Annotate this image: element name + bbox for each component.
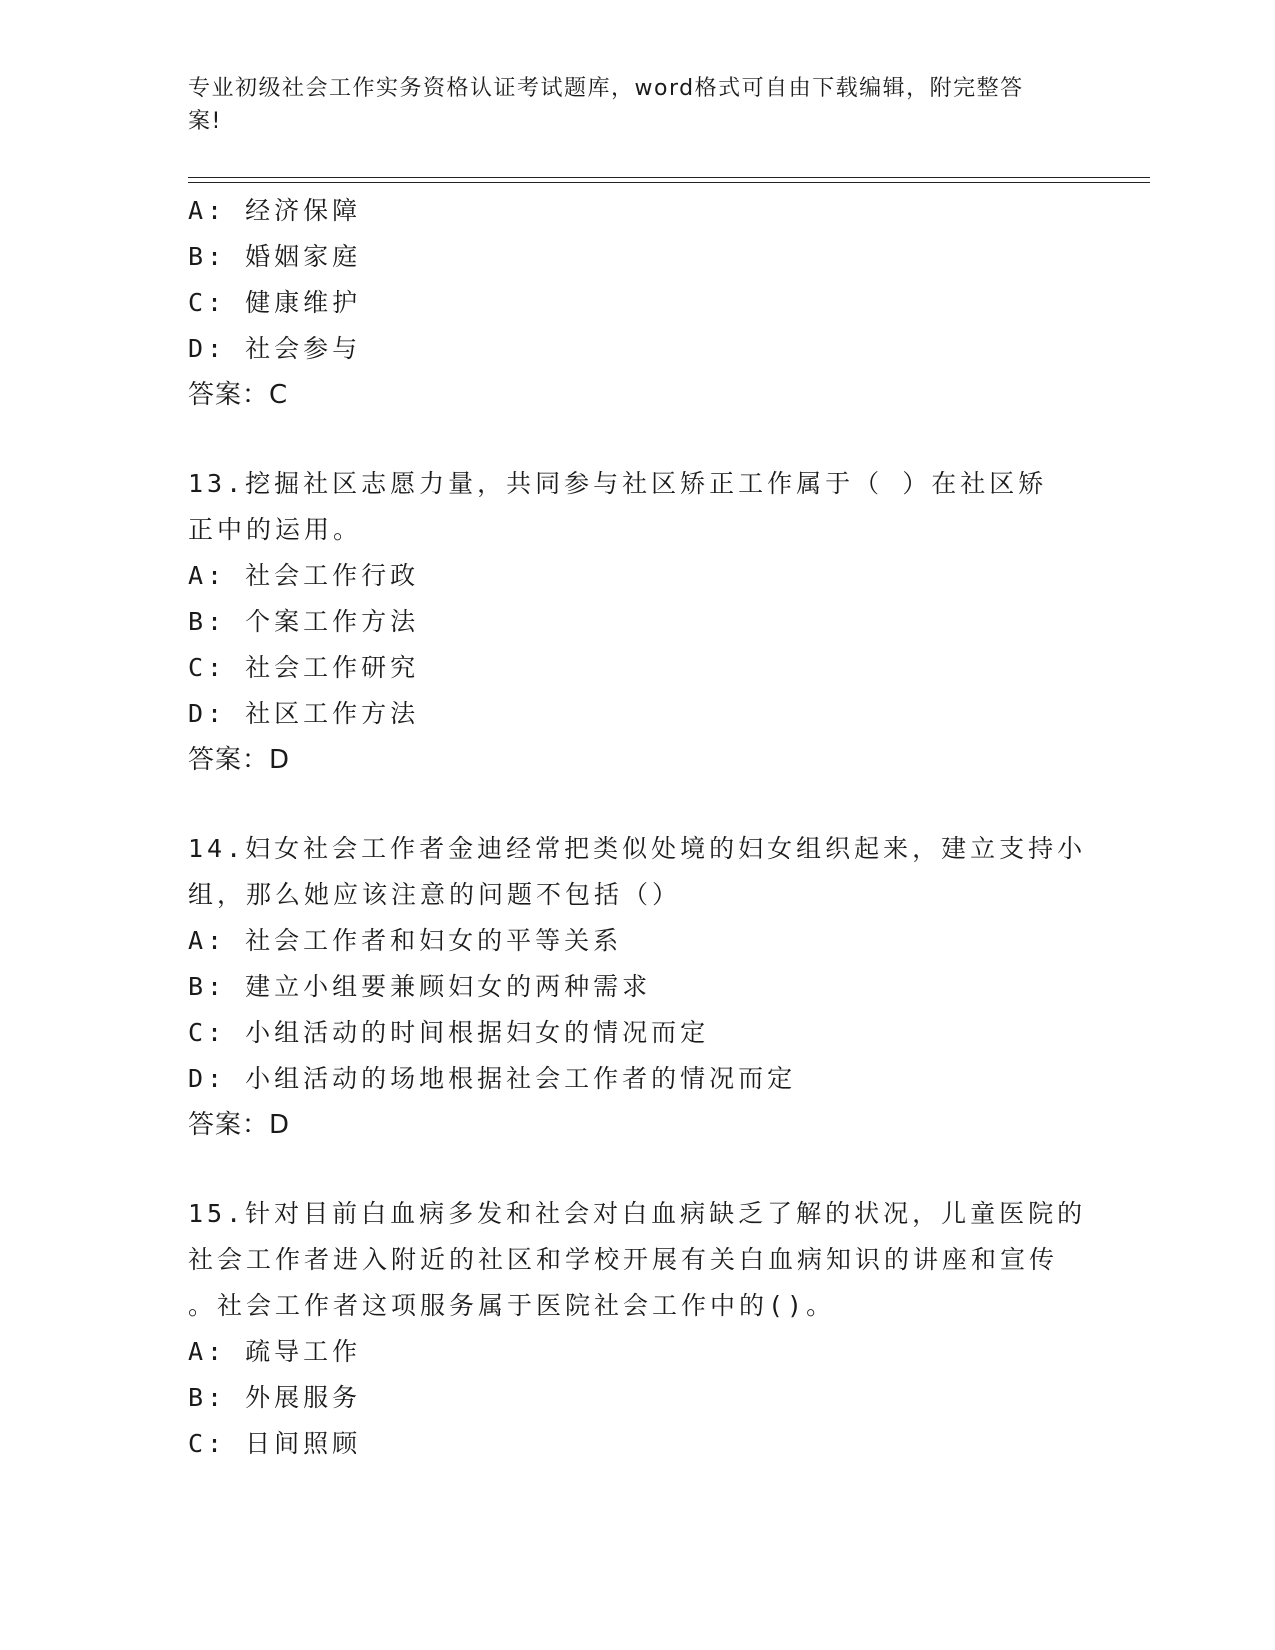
answer-12: 答案：C xyxy=(188,380,289,410)
spacer xyxy=(188,783,1088,826)
option-d: D: 社会参与 xyxy=(188,334,362,363)
question-13-text-line-1: 13.挖掘社区志愿力量，共同参与社区矫正工作属于（ ）在社区矫 xyxy=(188,469,1048,498)
option-b: B: 个案工作方法 xyxy=(188,607,420,636)
answer-13: 答案：D xyxy=(188,745,291,775)
question-14-text-line-2: 组，那么她应该注意的问题不包括（） xyxy=(188,880,682,909)
header-divider-bottom xyxy=(188,182,1150,183)
question-15-text-line-3: 。社会工作者这项服务属于医院社会工作中的()。 xyxy=(188,1291,836,1320)
option-d: D: 小组活动的场地根据社会工作者的情况而定 xyxy=(188,1064,797,1093)
option-c: C: 健康维护 xyxy=(188,288,362,317)
option-a: A: 社会工作行政 xyxy=(188,561,420,590)
question-12-options xyxy=(188,188,1088,418)
option-b: B: 婚姻家庭 xyxy=(188,242,362,271)
option-a: A: 社会工作者和妇女的平等关系 xyxy=(188,926,623,955)
header-line-1: 专业初级社会工作实务资格认证考试题库，word格式可自由下载编辑，附完整答 xyxy=(188,76,1024,101)
spacer xyxy=(188,418,1088,461)
option-c: C: 社会工作研究 xyxy=(188,653,420,682)
option-c: C: 小组活动的时间根据妇女的情况而定 xyxy=(188,1018,710,1047)
answer-14: 答案：D xyxy=(188,1110,291,1140)
document-header xyxy=(188,72,1068,138)
question-14 xyxy=(188,826,1088,1148)
question-content xyxy=(188,188,1088,1467)
option-a: A: 经济保障 xyxy=(188,196,362,225)
header-line-2: 案! xyxy=(188,109,222,134)
question-15-text-line-2: 社会工作者进入附近的社区和学校开展有关白血病知识的讲座和宣传 xyxy=(188,1245,1059,1274)
question-15-text-line-1: 15.针对目前白血病多发和社会对白血病缺乏了解的状况，儿童医院的 xyxy=(188,1199,1087,1228)
question-14-text-line-1: 14.妇女社会工作者金迪经常把类似处境的妇女组织起来，建立支持小 xyxy=(188,834,1087,863)
question-13-text-line-2: 正中的运用。 xyxy=(188,515,363,544)
option-b: B: 建立小组要兼顾妇女的两种需求 xyxy=(188,972,652,1001)
option-c: C: 日间照顾 xyxy=(188,1429,362,1458)
question-15 xyxy=(188,1191,1088,1467)
option-a: A: 疏导工作 xyxy=(188,1337,362,1366)
spacer xyxy=(188,1148,1088,1191)
question-13 xyxy=(188,461,1088,783)
option-d: D: 社区工作方法 xyxy=(188,699,420,728)
header-divider-top xyxy=(188,177,1150,178)
option-b: B: 外展服务 xyxy=(188,1383,362,1412)
